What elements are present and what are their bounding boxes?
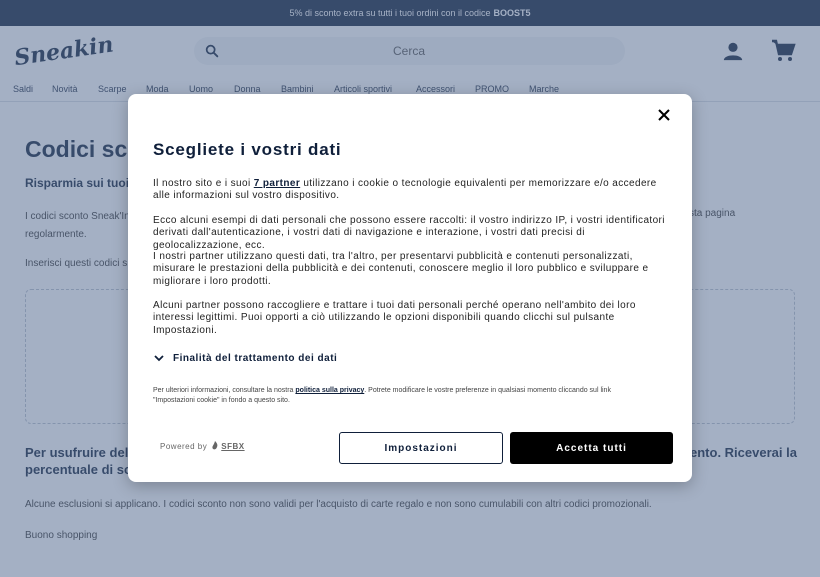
dialog-title: Scegliete i vostri dati: [153, 140, 342, 159]
intro-text-before: Il nostro sito e i suoi: [153, 178, 254, 189]
purposes-label: Finalità del trattamento dei dati: [173, 352, 338, 364]
sfbx-logo-icon: [211, 441, 219, 451]
dialog-text-legitimate-interest: Alcuni partner possono raccogliere e trattare i tuoi dati personali perché operano nell'ambito dei loro interessi legittimi. Puoi opporti a ciò utilizzando le opzioni disponibili quando clicchi sul pulsante Impostazioni.: [153, 300, 636, 336]
powered-by-label: Powered by: [160, 441, 208, 451]
intro-text-after: utilizzano i cookie o tecnologie equivalenti per memorizzare e/o accedere alle informazioni sul vostro dispositivo.: [153, 178, 657, 202]
partners-link[interactable]: 7 partner: [253, 178, 301, 189]
chevron-down-icon: [153, 352, 165, 364]
sfbx-link[interactable]: SFBX: [221, 441, 245, 451]
dialog-text-intro: [153, 178, 668, 203]
dialog-text-examples: Ecco alcuni esempi di dati personali che possono essere raccolti: il vostro indirizzo IP, i vostri identificatori derivati dall'autenticazione, i vostri dati di navigazione e interazione, i vostri dati precisi di geolocalizzazione, ecc.: [153, 215, 665, 251]
privacy-note-before: Per ulteriori informazioni, consultare la nostra: [153, 387, 296, 394]
powered-by: [160, 441, 245, 451]
close-icon[interactable]: [656, 107, 672, 123]
dialog-text-partners-use: I nostri partner utilizzano questi dati, tra l'altro, per presentarvi pubblicità e contenuti personalizzati, misurare le prestazioni della pubblicità e dei contenuti, conoscere meglio il loro pubblico e sviluppare e migliorare i loro prodotti.: [153, 251, 649, 287]
settings-button[interactable]: Impostazioni: [339, 432, 503, 464]
purposes-toggle[interactable]: [153, 351, 337, 365]
privacy-policy-link[interactable]: politica sulla privacy: [295, 387, 365, 394]
accept-all-button[interactable]: Accetta tutti: [510, 432, 673, 464]
privacy-note-after: . Potrete modificare le vostre preferenze in qualsiasi momento cliccando sul link "Impostazioni cookie" in fondo a questo sito.: [153, 387, 611, 404]
cookie-consent-dialog: [128, 94, 692, 482]
privacy-note: [153, 386, 653, 406]
